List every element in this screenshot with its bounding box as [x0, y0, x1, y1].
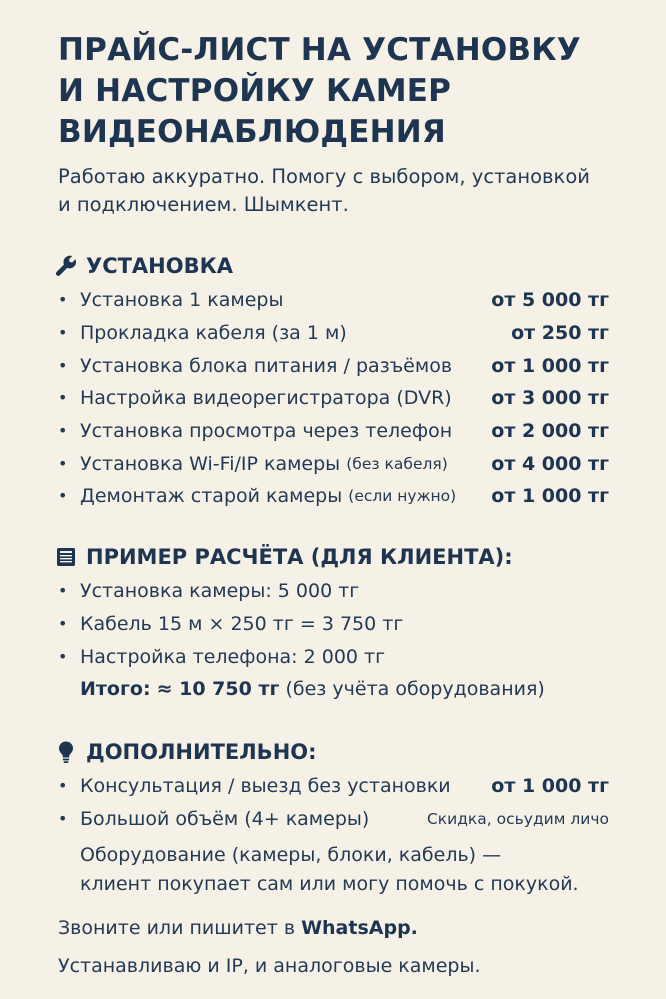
item-label: Большой объём (4+ камеры)	[80, 807, 370, 830]
bullet: •	[58, 290, 68, 310]
item-label: Настройка телефона: 2 000 тг	[80, 645, 386, 668]
list-item	[58, 447, 666, 480]
equipment-note	[58, 841, 666, 899]
section-example-title: ПРИМЕР РАСЧЁТА (ДЛЯ КЛИЕНТА):	[86, 544, 513, 569]
list-item	[58, 382, 666, 415]
item-label: Кабель 15 м × 250 тг = 3 750 тг	[80, 612, 404, 635]
total-label: Итого:	[80, 678, 151, 701]
calculator-icon	[52, 543, 80, 571]
item-label: Установка Wi-Fi/IP камеры	[80, 452, 341, 475]
item-price: от 250 тг	[511, 322, 609, 345]
list-item	[58, 640, 666, 673]
lightbulb-icon	[52, 738, 80, 766]
bullet: •	[58, 388, 68, 408]
item-label: Настройка видеорегистратора (DVR)	[80, 387, 452, 410]
bullet: •	[58, 581, 68, 601]
list-item	[58, 349, 666, 382]
item-label: Установка просмотра через телефон	[80, 420, 453, 443]
subtitle	[58, 163, 666, 219]
item-price: от 3 000 тг	[491, 387, 609, 410]
item-price: от 1 000 тг	[491, 354, 609, 377]
item-label: Консультация / выезд без установки	[80, 774, 451, 797]
item-price: от 5 000 тг	[491, 289, 609, 312]
title-line-2: И НАСТРОЙКУ КАМЕР	[58, 73, 452, 109]
list-item	[58, 802, 666, 835]
bullet: •	[58, 646, 68, 666]
item-label: Установка блока питания / разъёмов	[80, 354, 453, 377]
bullet: •	[58, 486, 68, 506]
section-install-title: УСТАНОВКА	[86, 254, 234, 278]
contact-text: Звоните или пишитет в	[58, 916, 302, 939]
bullet: •	[58, 323, 68, 343]
example-list	[58, 575, 666, 673]
list-item	[58, 608, 666, 641]
bullet: •	[58, 421, 68, 441]
total-value: ≈ 10 750 тг	[156, 678, 280, 701]
item-price: от 1 000 тг	[491, 485, 609, 508]
note-line-1: Оборудование (камеры, блоки, кабель) —	[80, 843, 502, 866]
subtitle-line-2: и подключением. Шымкент.	[58, 193, 349, 216]
item-label: Установка камеры: 5 000 тг	[80, 580, 360, 603]
section-extra-heading	[52, 738, 666, 766]
bullet: •	[58, 453, 68, 473]
bullet: •	[58, 355, 68, 375]
note-line-2: клиент покупает сам или могу помочь с покукой.	[80, 872, 579, 895]
item-note: (без кабеля)	[346, 454, 448, 473]
list-item	[58, 770, 666, 803]
calc-total	[58, 673, 666, 706]
list-item	[58, 480, 666, 513]
item-price: от 2 000 тг	[491, 420, 609, 443]
section-extra-title: ДОПОЛНИТЕЛЬНО:	[86, 739, 317, 764]
item-label: Прокладка кабеля (за 1 м)	[80, 322, 347, 345]
contact-line	[58, 913, 666, 943]
item-label: Установка 1 камеры	[80, 289, 284, 312]
list-item	[58, 317, 666, 350]
item-note: (если нужно)	[348, 487, 457, 506]
install-list	[58, 284, 666, 513]
list-item	[58, 575, 666, 608]
item-label: Демонтаж старой камеры	[80, 485, 343, 508]
total-note: (без учёта оборудования)	[285, 678, 545, 701]
list-item	[58, 415, 666, 448]
bullet: •	[58, 808, 68, 828]
camera-types-line: Устанавливаю и IP, и аналоговые камеры.	[58, 954, 481, 977]
section-install-heading	[52, 252, 666, 280]
title-line-1: ПРАЙС-ЛИСТ НА УСТАНОВКУ	[58, 32, 581, 68]
subtitle-line-1: Работаю аккуратно. Помогу с выбором, установкой	[58, 165, 590, 188]
item-price: Скидка, осьудим личо	[426, 809, 609, 828]
wrench-icon	[52, 252, 80, 280]
list-item	[58, 284, 666, 317]
bullet: •	[58, 613, 68, 633]
contact-whatsapp: WhatsApp.	[301, 916, 418, 939]
extra-list	[58, 770, 666, 835]
item-price: от 1 000 тг	[491, 774, 609, 797]
section-example-heading	[52, 543, 666, 571]
bullet: •	[58, 775, 68, 795]
page-title	[58, 30, 666, 153]
item-price: от 4 000 тг	[491, 452, 609, 475]
title-line-3: ВИДЕОНАБЛЮДЕНИЯ	[58, 114, 446, 150]
